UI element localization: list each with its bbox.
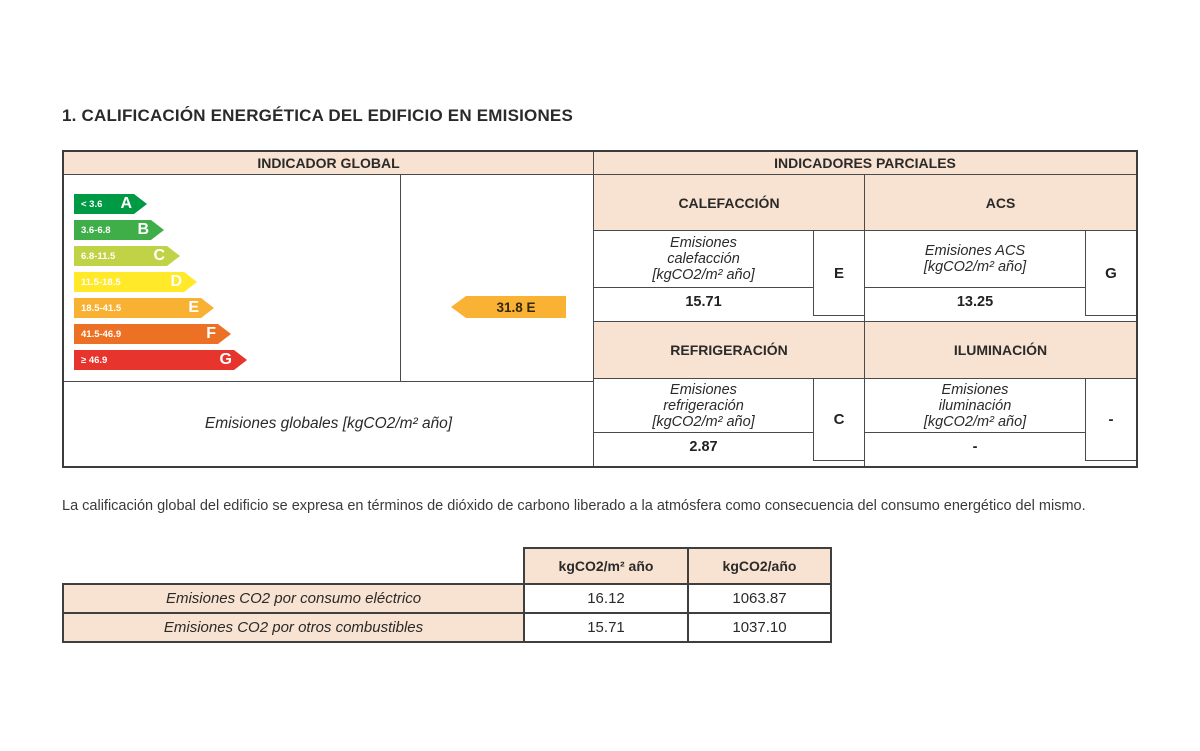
rating-pointer-cell [401,175,593,381]
scale-band-range: 6.8-11.5 [81,250,116,262]
scale-band-range: < 3.6 [81,198,103,210]
scale-band-arrow-tip-icon [184,272,197,292]
electric-co2-row-label: Emisiones CO2 por consumo eléctrico [63,584,524,613]
other-fuels-co2-per-year-value: 1037.10 [688,613,831,642]
scale-band-range: 18.5-41.5 [81,302,122,314]
scale-band-C [74,246,167,266]
global-rating-note: La calificación global del edificio se expresa en términos de dióxido de carbono liberado a la atmósfera como consecuencia del consumo energético del mismo. [62,498,1086,514]
global-indicator-section [64,175,594,466]
scale-band-arrow-tip-icon [234,350,247,370]
lighting-header: ILUMINACIÓN [865,321,1136,379]
scale-band-arrow-tip-icon [167,246,180,266]
scale-band-range: 41.5-46.9 [81,328,122,340]
acs-emissions-label: Emisiones ACS [kgCO2/m² año] [865,231,1086,288]
heating-emissions-label: Emisiones calefacción [kgCO2/m² año] [594,231,814,288]
scale-band-B [74,220,151,240]
co2-table-spacer [63,548,524,584]
pointer-arrow-tip-icon [451,296,466,318]
partial-indicators-section [594,175,1136,466]
scale-band-arrow-tip-icon [134,194,147,214]
heating-rating-letter: E [814,231,864,316]
energy-rating-scale [64,175,401,381]
scale-band-range: 11.5-18.5 [81,276,121,288]
global-indicator-header: INDICADOR GLOBAL [64,152,594,174]
rating-pointer-label: 31.8 E [466,296,566,318]
scale-band-letter: F [206,325,216,342]
electric-co2-per-year-value: 1063.87 [688,584,831,613]
lighting-rating-letter: - [1086,379,1136,461]
acs-rating-letter: G [1086,231,1136,316]
other-fuels-co2-row-label: Emisiones CO2 por otros combustibles [63,613,524,642]
heating-header: CALEFACCIÓN [594,175,865,231]
scale-band-arrow-tip-icon [201,298,214,318]
scale-band-letter: G [219,351,232,368]
heating-data [594,231,865,321]
co2-per-year-column-header: kgCO2/año [688,548,831,584]
lighting-data [865,379,1136,466]
cooling-rating-letter: C [814,379,864,461]
co2-per-m2-column-header: kgCO2/m² año [524,548,688,584]
electric-co2-per-m2-value: 16.12 [524,584,688,613]
scale-band-arrow-tip-icon [218,324,231,344]
heating-emissions-value: 15.71 [594,288,814,316]
cooling-header: REFRIGERACIÓN [594,321,865,379]
acs-header: ACS [865,175,1136,231]
scale-band-letter: D [170,273,182,290]
scale-band-E [74,298,201,318]
page-title: 1. CALIFICACIÓN ENERGÉTICA DEL EDIFICIO EN EMISIONES [62,106,574,125]
scale-band-D [74,272,184,292]
scale-band-letter: E [188,299,199,316]
scale-band-G [74,350,234,370]
table-header-row [64,152,1136,175]
partial-indicators-header: INDICADORES PARCIALES [594,152,1136,174]
scale-band-letter: C [153,247,165,264]
scale-band-arrow-tip-icon [151,220,164,240]
cooling-emissions-value: 2.87 [594,433,814,461]
acs-emissions-value: 13.25 [865,288,1086,316]
scale-band-F [74,324,218,344]
scale-band-A [74,194,134,214]
acs-data [865,231,1136,321]
table-row [63,584,831,613]
global-emissions-label: Emisiones globales [kgCO2/m² año] [204,415,453,432]
co2-summary-table [62,547,832,643]
scale-band-range: ≥ 46.9 [81,354,108,366]
table-row [63,613,831,642]
scale-band-letter: A [120,195,132,212]
lighting-emissions-label: Emisiones iluminación [kgCO2/m² año] [865,379,1086,433]
scale-band-letter: B [137,221,149,238]
lighting-emissions-value: - [865,433,1086,461]
emissions-rating-table [62,150,1138,468]
cooling-data [594,379,865,466]
other-fuels-co2-per-m2-value: 15.71 [524,613,688,642]
rating-pointer [451,296,566,318]
scale-band-range: 3.6-6.8 [81,224,111,236]
cooling-emissions-label: Emisiones refrigeración [kgCO2/m² año] [594,379,814,433]
